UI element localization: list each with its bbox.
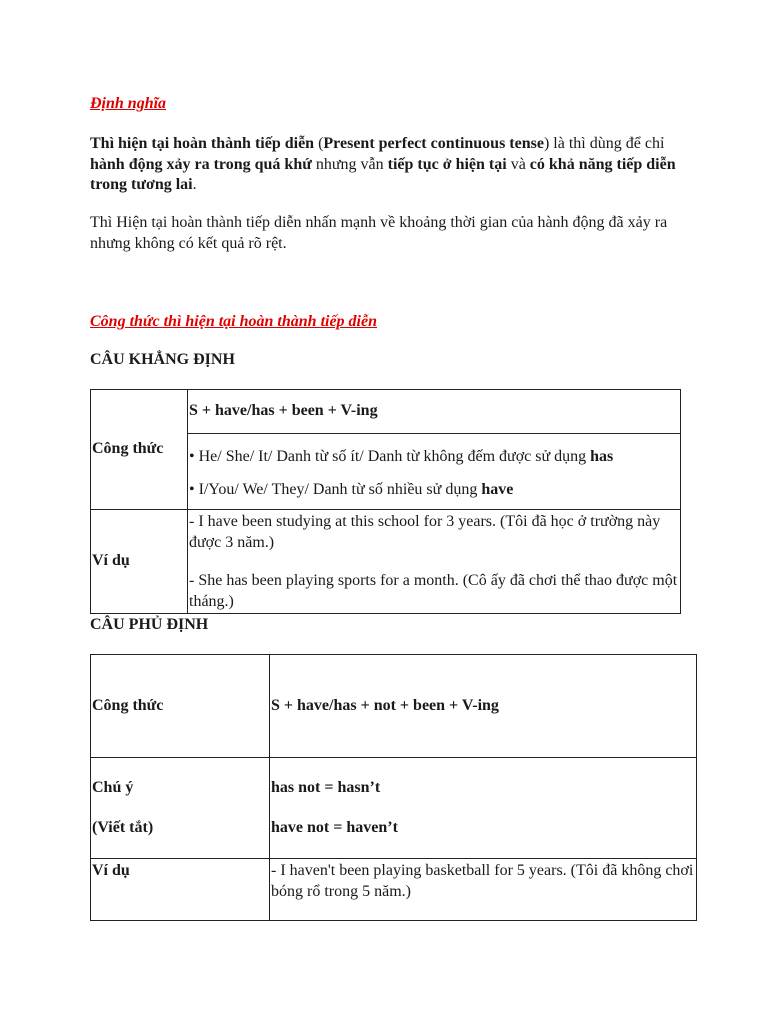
- contraction-has: has not = hasn’t: [271, 779, 381, 796]
- definition-heading: Định nghĩa: [90, 95, 167, 112]
- definition-paragraph: [90, 134, 690, 196]
- text-span: .: [192, 176, 197, 193]
- affirmative-example-label: Ví dụ: [91, 510, 188, 614]
- negative-table: [90, 654, 697, 921]
- affirmative-formula-label: Công thức: [91, 390, 188, 510]
- note-label-line1: Chú ý: [92, 779, 134, 796]
- formula-heading: Công thức thì hiện tại hoàn thành tiếp diễn: [90, 313, 377, 330]
- term-english: Present perfect continuous tense: [323, 135, 544, 152]
- negative-example-1: - I haven't been playing basketball for 5 years. (Tôi đã không chơi bóng rổ trong 5 năm.): [270, 859, 697, 921]
- emphasis-past: hành động xảy ra trong quá khứ: [90, 155, 312, 173]
- contraction-have: have not = haven’t: [271, 818, 398, 836]
- text-span: và: [506, 155, 530, 173]
- affirmative-title: CÂU KHẲNG ĐỊNH: [90, 351, 235, 368]
- affirmative-example-2: - She has been playing sports for a month. (Cô ấy đã chơi thể thao được một tháng.): [189, 572, 678, 610]
- text-span: (: [314, 135, 324, 152]
- negative-title: CÂU PHỦ ĐỊNH: [90, 616, 209, 633]
- note-label-line2: (Viết tắt): [92, 818, 154, 836]
- bold-has: has: [590, 448, 614, 465]
- bold-have: have: [481, 480, 514, 498]
- affirmative-formula: S + have/has + been + V-ing: [188, 390, 681, 434]
- emphasis-present: tiếp tục ở hiện tại: [387, 155, 507, 173]
- term-bold: Thì hiện tại hoàn thành tiếp diễn: [90, 135, 315, 152]
- text-span: • I/You/ We/ They/ Danh từ số nhiều sử dụng: [189, 480, 482, 498]
- affirmative-table: [90, 389, 681, 614]
- negative-formula: S + have/has + not + been + V-ing: [270, 655, 697, 758]
- affirmative-usage-notes: [188, 434, 681, 510]
- negative-example-label: Ví dụ: [91, 859, 270, 921]
- usage-note-singular: [189, 447, 679, 468]
- negative-contractions: [270, 758, 697, 859]
- usage-note-plural: [189, 480, 679, 501]
- text-span: • He/ She/ It/ Danh từ số ít/ Danh từ không đếm được sử dụng: [189, 448, 591, 465]
- emphasis-future: có khả năng tiếp diễn trong tương lai: [90, 155, 676, 193]
- negative-note-label: [91, 758, 270, 859]
- emphasis-paragraph: Thì Hiện tại hoàn thành tiếp diễn nhấn mạnh về khoảng thời gian của hành động đã xảy ra nhưng không có kết quả rõ rệt.: [90, 214, 668, 252]
- affirmative-examples: [188, 510, 681, 614]
- text-span: ) là thì dùng để chỉ: [543, 135, 665, 152]
- negative-formula-label: Công thức: [91, 655, 270, 758]
- text-span: nhưng vẫn: [311, 155, 388, 173]
- affirmative-example-1: - I have been studying at this school for 3 years. (Tôi đã học ở trường này được 3 năm.): [189, 513, 661, 551]
